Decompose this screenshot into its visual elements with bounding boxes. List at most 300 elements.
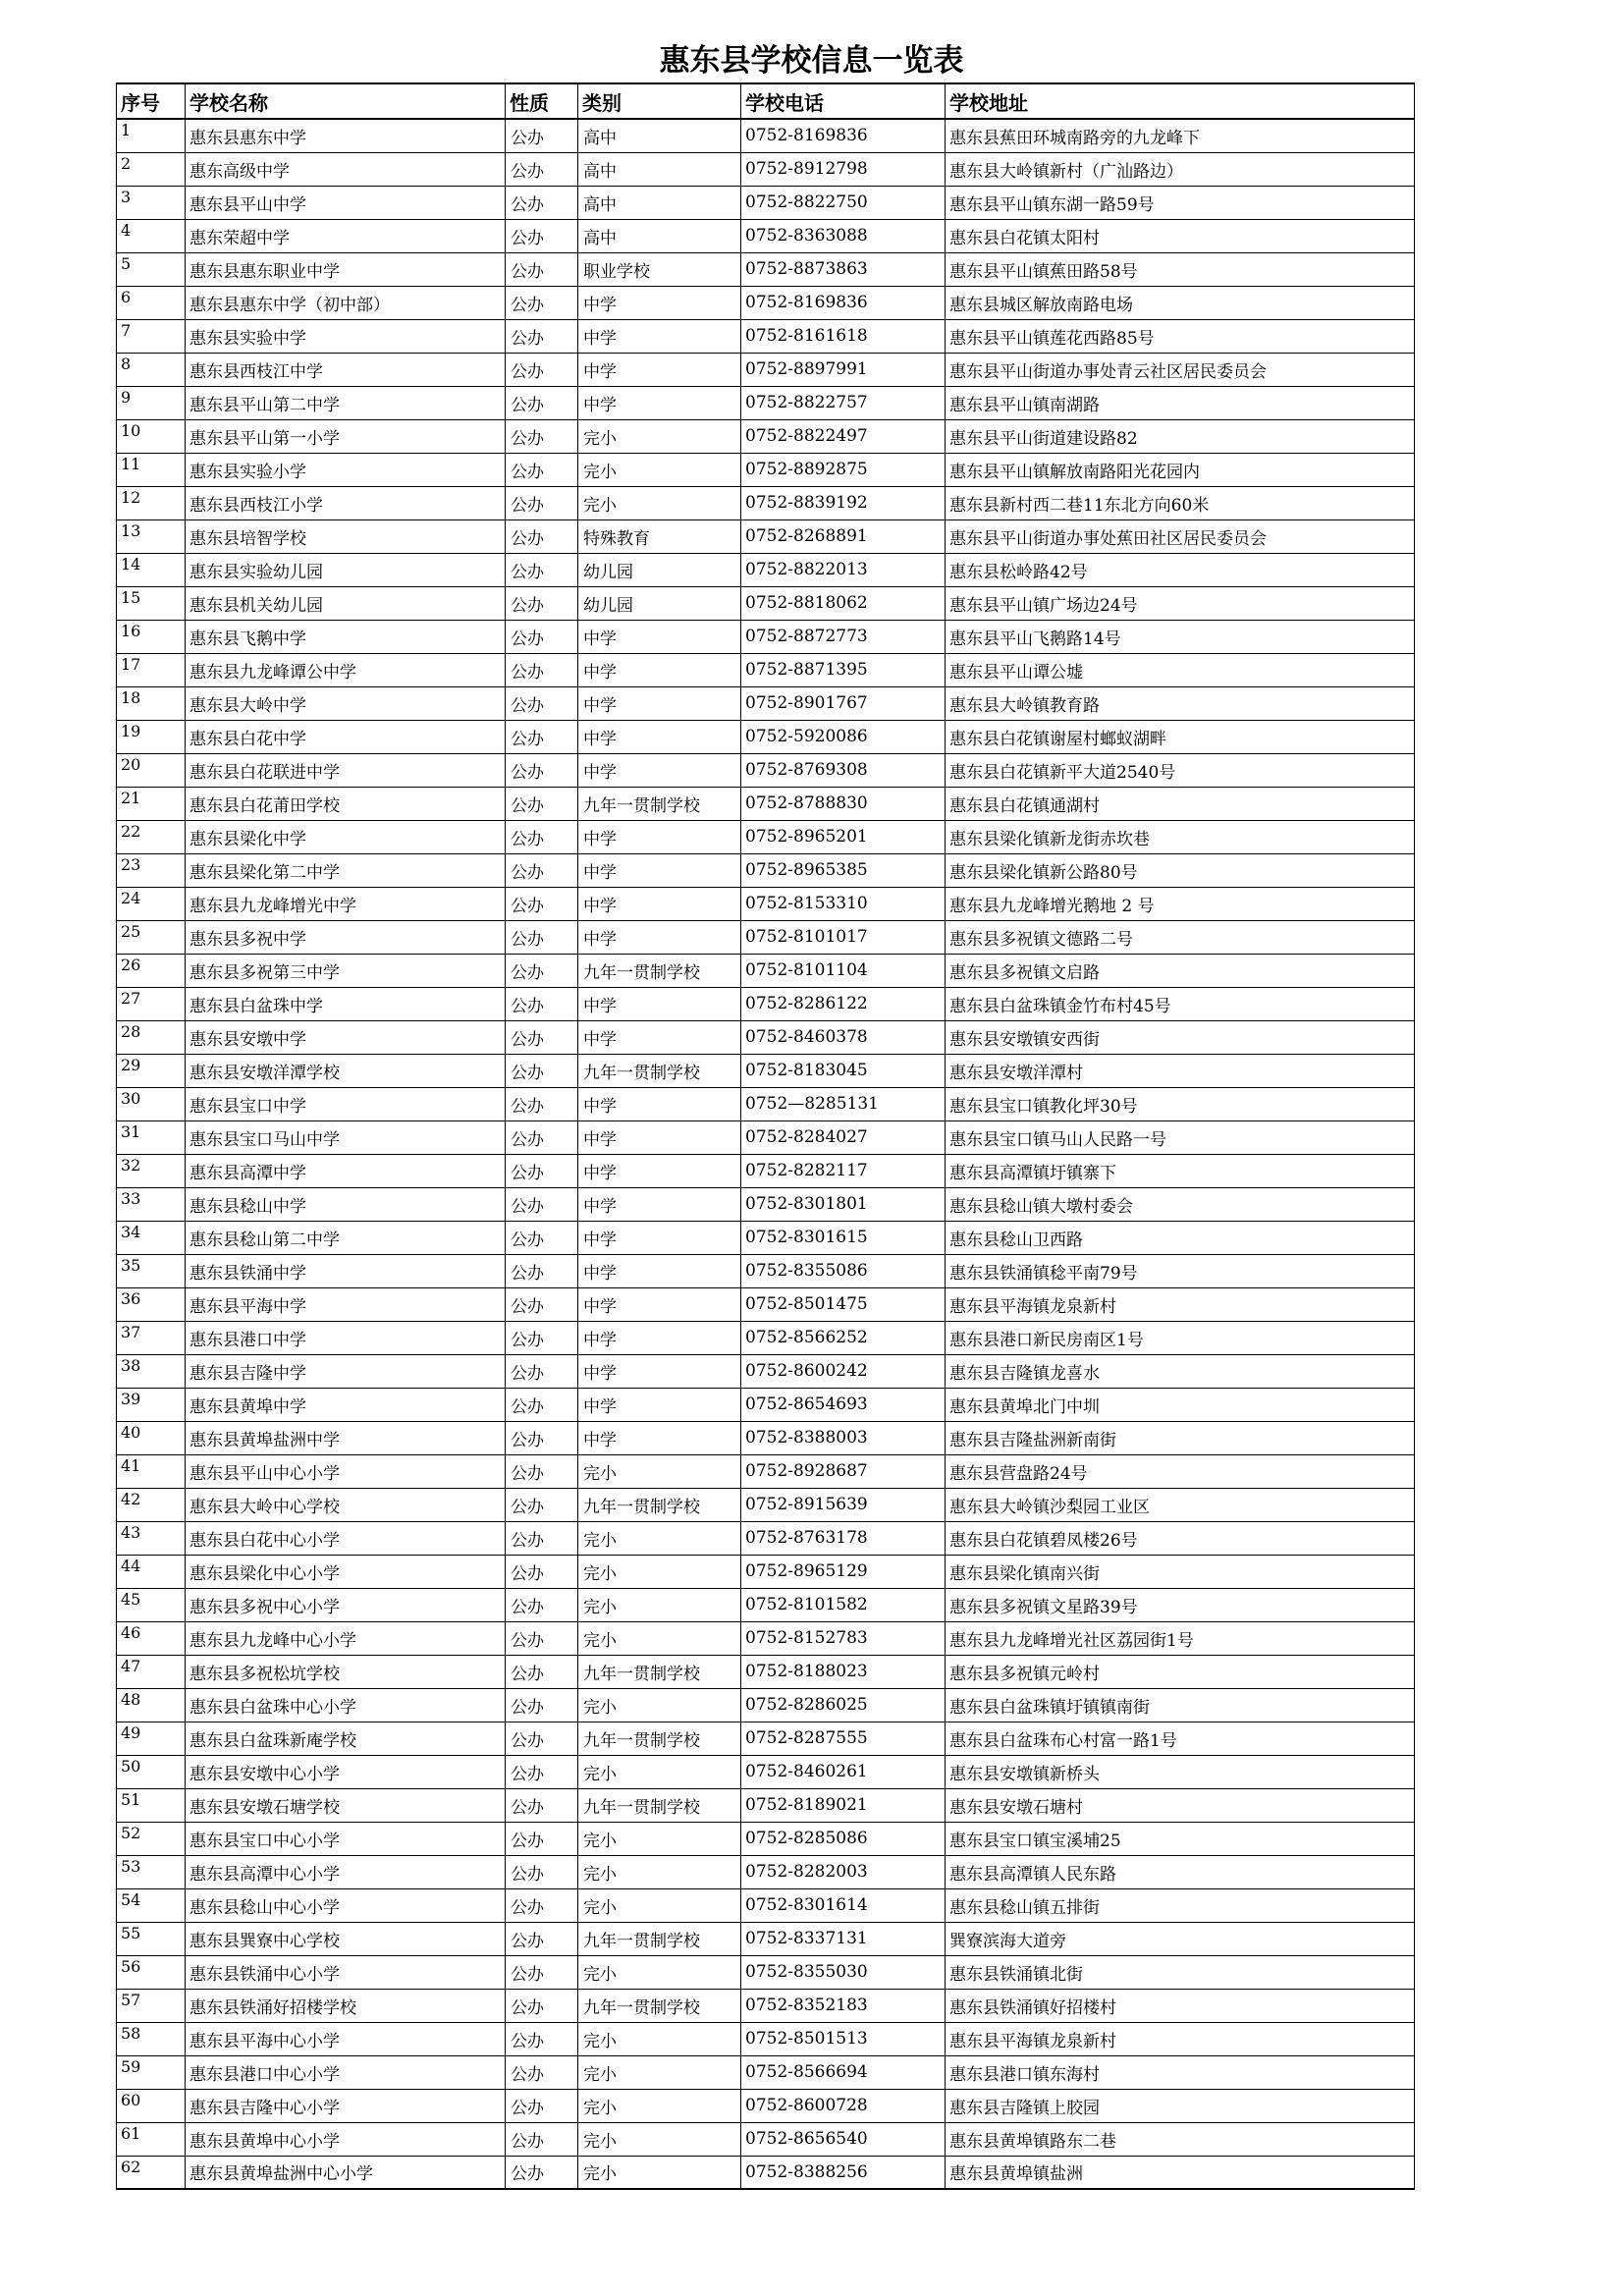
cell-phone: 0752-8566252 [741,1321,946,1354]
cell-nature: 公办 [506,553,578,586]
cell-address: 惠东县港口新民房南区1号 [946,1321,1415,1354]
cell-nature: 公办 [506,1755,578,1788]
header-num: 序号 [117,83,186,119]
header-nature: 性质 [506,83,578,119]
table-row [117,987,1415,1020]
cell-nature: 公办 [506,1955,578,1989]
cell-num: 1 [117,119,186,152]
cell-address: 惠东县新村西二巷11东北方向60米 [946,486,1415,519]
cell-num: 49 [117,1722,186,1755]
cell-nature: 公办 [506,653,578,686]
cell-nature: 公办 [506,1521,578,1555]
cell-nature: 公办 [506,753,578,787]
cell-address: 惠东县高潭镇圩镇寨下 [946,1154,1415,1187]
cell-phone: 0752-8822750 [741,186,946,219]
cell-type: 中学 [578,386,741,419]
cell-type: 完小 [578,1555,741,1588]
cell-nature: 公办 [506,1121,578,1154]
cell-address: 惠东县高潭镇人民东路 [946,1855,1415,1888]
cell-school-name: 惠东县惠东职业中学 [186,252,506,286]
table-row [117,686,1415,720]
cell-nature: 公办 [506,1287,578,1321]
table-row [117,620,1415,653]
cell-phone: 0752-8183045 [741,1054,946,1087]
cell-address: 惠东县宝口镇教化坪30号 [946,1087,1415,1121]
cell-address: 惠东县吉隆盐洲新南街 [946,1421,1415,1454]
cell-school-name: 惠东县铁涌好招楼学校 [186,1989,506,2022]
cell-nature: 公办 [506,1020,578,1054]
cell-num: 60 [117,2089,186,2122]
cell-school-name: 惠东县平山中学 [186,186,506,219]
cell-num: 59 [117,2055,186,2089]
cell-school-name: 惠东县惠东中学 [186,119,506,152]
cell-nature: 公办 [506,1187,578,1221]
cell-type: 九年一贯制学校 [578,1922,741,1955]
cell-num: 39 [117,1388,186,1421]
cell-num: 51 [117,1788,186,1822]
cell-type: 中学 [578,319,741,353]
cell-type: 中学 [578,720,741,753]
header-name: 学校名称 [186,83,506,119]
cell-type: 九年一贯制学校 [578,1488,741,1521]
cell-school-name: 惠东县白盆珠新庵学校 [186,1722,506,1755]
cell-school-name: 惠东县九龙峰中心小学 [186,1621,506,1655]
cell-phone: 0752-8460261 [741,1755,946,1788]
cell-type: 中学 [578,353,741,386]
cell-address: 惠东县白花镇太阳村 [946,219,1415,252]
cell-school-name: 惠东县白盆珠中学 [186,987,506,1020]
cell-address: 惠东县平山镇蕉田路58号 [946,252,1415,286]
cell-num: 21 [117,787,186,820]
cell-num: 22 [117,820,186,853]
table-row [117,920,1415,954]
cell-phone: 0752-8897991 [741,353,946,386]
cell-type: 完小 [578,1588,741,1621]
cell-type: 中学 [578,853,741,887]
cell-num: 38 [117,1354,186,1388]
cell-type: 中学 [578,1287,741,1321]
cell-nature: 公办 [506,1054,578,1087]
table-row [117,1254,1415,1287]
table-row [117,2156,1415,2189]
cell-address: 惠东县九龙峰增光鹅地 2 号 [946,887,1415,920]
cell-phone: 0752-8152783 [741,1621,946,1655]
cell-address: 惠东县铁涌镇好招楼村 [946,1989,1415,2022]
cell-school-name: 惠东县宝口中心小学 [186,1822,506,1855]
cell-num: 18 [117,686,186,720]
cell-address: 惠东县安墩洋潭村 [946,1054,1415,1087]
cell-type: 九年一贯制学校 [578,787,741,820]
cell-phone: 0752-8822757 [741,386,946,419]
table-row [117,1555,1415,1588]
table-row [117,486,1415,519]
cell-nature: 公办 [506,586,578,620]
cell-address: 惠东县安墩镇新桥头 [946,1755,1415,1788]
table-row [117,1922,1415,1955]
cell-phone: 0752-8872773 [741,620,946,653]
cell-school-name: 惠东县多祝松坑学校 [186,1655,506,1688]
cell-type: 完小 [578,2055,741,2089]
cell-phone: 0752-8654693 [741,1388,946,1421]
cell-nature: 公办 [506,1788,578,1822]
cell-type: 中学 [578,653,741,686]
cell-school-name: 惠东县安墩中学 [186,1020,506,1054]
cell-num: 26 [117,954,186,987]
cell-address: 惠东县平山镇解放南路阳光花园内 [946,453,1415,486]
cell-address: 惠东县蕉田环城南路旁的九龙峰下 [946,119,1415,152]
cell-type: 高中 [578,119,741,152]
cell-num: 32 [117,1154,186,1187]
cell-school-name: 惠东县平海中心小学 [186,2022,506,2055]
cell-phone: 0752-8912798 [741,152,946,186]
cell-num: 17 [117,653,186,686]
cell-school-name: 惠东县惠东中学（初中部） [186,286,506,319]
cell-school-name: 惠东县白花中学 [186,720,506,753]
cell-school-name: 惠东县飞鹅中学 [186,620,506,653]
table-row [117,1588,1415,1621]
cell-num: 34 [117,1221,186,1254]
table-row [117,954,1415,987]
table-row [117,1521,1415,1555]
cell-nature: 公办 [506,1454,578,1488]
table-row [117,1688,1415,1722]
cell-school-name: 惠东县安墩石塘学校 [186,1788,506,1822]
cell-type: 完小 [578,486,741,519]
cell-type: 完小 [578,2022,741,2055]
cell-school-name: 惠东县西枝江中学 [186,353,506,386]
cell-address: 惠东县九龙峰增光社区荔园街1号 [946,1621,1415,1655]
cell-nature: 公办 [506,386,578,419]
cell-num: 48 [117,1688,186,1722]
cell-type: 中学 [578,1388,741,1421]
cell-phone: 0752-8287555 [741,1722,946,1755]
cell-phone: 0752-8818062 [741,586,946,620]
cell-address: 惠东县铁涌镇北街 [946,1955,1415,1989]
cell-type: 中学 [578,987,741,1020]
cell-num: 33 [117,1187,186,1221]
cell-nature: 公办 [506,353,578,386]
table-row [117,1788,1415,1822]
cell-school-name: 惠东荣超中学 [186,219,506,252]
cell-nature: 公办 [506,419,578,453]
table-row [117,753,1415,787]
cell-address: 惠东县安墩石塘村 [946,1788,1415,1822]
cell-type: 中学 [578,1421,741,1454]
table-row [117,1421,1415,1454]
table-row [117,1221,1415,1254]
cell-type: 完小 [578,453,741,486]
cell-num: 58 [117,2022,186,2055]
cell-address: 惠东县宝口镇马山人民路一号 [946,1121,1415,1154]
cell-school-name: 惠东县高潭中学 [186,1154,506,1187]
cell-type: 中学 [578,920,741,954]
table-row [117,853,1415,887]
cell-school-name: 惠东高级中学 [186,152,506,186]
cell-nature: 公办 [506,1254,578,1287]
cell-num: 31 [117,1121,186,1154]
cell-phone: 0752-8286122 [741,987,946,1020]
cell-nature: 公办 [506,1588,578,1621]
cell-school-name: 惠东县黄埠中学 [186,1388,506,1421]
header-type: 类别 [578,83,741,119]
cell-address: 惠东县梁化镇新龙街赤坎巷 [946,820,1415,853]
cell-type: 中学 [578,1020,741,1054]
table-row [117,1454,1415,1488]
cell-type: 中学 [578,1221,741,1254]
table-row [117,1488,1415,1521]
cell-phone: 0752-5920086 [741,720,946,753]
cell-nature: 公办 [506,1555,578,1588]
cell-school-name: 惠东县梁化中学 [186,820,506,853]
table-row [117,453,1415,486]
cell-school-name: 惠东县白花中心小学 [186,1521,506,1555]
cell-nature: 公办 [506,787,578,820]
cell-num: 14 [117,553,186,586]
cell-type: 中学 [578,1154,741,1187]
cell-address: 惠东县吉隆镇龙喜水 [946,1354,1415,1388]
cell-type: 完小 [578,2156,741,2189]
cell-num: 45 [117,1588,186,1621]
cell-school-name: 惠东县稔山第二中学 [186,1221,506,1254]
table-row [117,1287,1415,1321]
table-row [117,1655,1415,1688]
cell-address: 惠东县多祝镇文星路39号 [946,1588,1415,1621]
cell-num: 53 [117,1855,186,1888]
cell-type: 完小 [578,1955,741,1989]
table-header-row [117,83,1415,119]
cell-school-name: 惠东县白盆珠中心小学 [186,1688,506,1722]
cell-nature: 公办 [506,1655,578,1688]
cell-phone: 0752-8337131 [741,1922,946,1955]
table-row [117,1154,1415,1187]
cell-school-name: 惠东县吉隆中心小学 [186,2089,506,2122]
cell-phone: 0752-8656540 [741,2122,946,2156]
table-row [117,1321,1415,1354]
cell-address: 惠东县白花镇新平大道2540号 [946,753,1415,787]
cell-type: 九年一贯制学校 [578,1788,741,1822]
cell-num: 50 [117,1755,186,1788]
cell-type: 中学 [578,686,741,720]
cell-phone: 0752-8892875 [741,453,946,486]
cell-school-name: 惠东县铁涌中学 [186,1254,506,1287]
cell-school-name: 惠东县平山中心小学 [186,1454,506,1488]
cell-num: 3 [117,186,186,219]
table-row [117,219,1415,252]
cell-nature: 公办 [506,2122,578,2156]
cell-phone: 0752-8965201 [741,820,946,853]
cell-address: 惠东县宝口镇宝溪埔25 [946,1822,1415,1855]
cell-nature: 公办 [506,486,578,519]
cell-nature: 公办 [506,152,578,186]
cell-nature: 公办 [506,1421,578,1454]
cell-address: 惠东县白花镇通湖村 [946,787,1415,820]
cell-type: 完小 [578,1822,741,1855]
cell-type: 中学 [578,620,741,653]
cell-phone: 0752-8501513 [741,2022,946,2055]
cell-school-name: 惠东县港口中心小学 [186,2055,506,2089]
cell-address: 惠东县梁化镇新公路80号 [946,853,1415,887]
cell-address: 惠东县黄埠镇路东二巷 [946,2122,1415,2156]
cell-num: 23 [117,853,186,887]
cell-phone: 0752-8301614 [741,1888,946,1922]
table-row [117,2122,1415,2156]
cell-num: 8 [117,353,186,386]
cell-school-name: 惠东县安墩中心小学 [186,1755,506,1788]
cell-school-name: 惠东县梁化中心小学 [186,1555,506,1588]
cell-num: 4 [117,219,186,252]
cell-type: 完小 [578,2122,741,2156]
cell-type: 中学 [578,1121,741,1154]
cell-num: 13 [117,519,186,553]
cell-type: 中学 [578,1354,741,1388]
cell-num: 11 [117,453,186,486]
cell-nature: 公办 [506,2055,578,2089]
cell-school-name: 惠东县稔山中学 [186,1187,506,1221]
cell-num: 2 [117,152,186,186]
table-row [117,720,1415,753]
cell-nature: 公办 [506,453,578,486]
cell-address: 惠东县铁涌镇稔平南79号 [946,1254,1415,1287]
table-row [117,1187,1415,1221]
cell-phone: 0752-8388003 [741,1421,946,1454]
cell-type: 中学 [578,887,741,920]
cell-num: 20 [117,753,186,787]
cell-nature: 公办 [506,954,578,987]
cell-type: 完小 [578,419,741,453]
cell-nature: 公办 [506,1822,578,1855]
cell-type: 九年一贯制学校 [578,954,741,987]
cell-address: 惠东县黄埠北门中圳 [946,1388,1415,1421]
cell-phone: 0752-8788830 [741,787,946,820]
table-body [117,119,1415,2189]
cell-nature: 公办 [506,987,578,1020]
table-row [117,586,1415,620]
cell-phone: 0752-8965129 [741,1555,946,1588]
cell-type: 中学 [578,1187,741,1221]
cell-address: 惠东县白花镇谢屋村螂蚁湖畔 [946,720,1415,753]
cell-nature: 公办 [506,1354,578,1388]
cell-phone: 0752-8600242 [741,1354,946,1388]
cell-nature: 公办 [506,286,578,319]
table-row [117,1888,1415,1922]
cell-phone: 0752-8388256 [741,2156,946,2189]
cell-num: 36 [117,1287,186,1321]
cell-num: 47 [117,1655,186,1688]
cell-phone: 0752-8101582 [741,1588,946,1621]
cell-school-name: 惠东县黄埠盐洲中心小学 [186,2156,506,2189]
cell-address: 惠东县白盆珠镇圩镇镇南街 [946,1688,1415,1722]
cell-phone: 0752-8268891 [741,519,946,553]
cell-school-name: 惠东县安墩洋潭学校 [186,1054,506,1087]
cell-address: 惠东县吉隆镇上胶园 [946,2089,1415,2122]
cell-phone: 0752—8285131 [741,1087,946,1121]
cell-nature: 公办 [506,319,578,353]
cell-school-name: 惠东县多祝第三中学 [186,954,506,987]
cell-type: 中学 [578,820,741,853]
cell-nature: 公办 [506,1388,578,1421]
table-row [117,653,1415,686]
table-row [117,2089,1415,2122]
cell-phone: 0752-8169836 [741,286,946,319]
cell-type: 完小 [578,1855,741,1888]
table-row [117,1621,1415,1655]
cell-phone: 0752-8873863 [741,252,946,286]
cell-type: 中学 [578,286,741,319]
cell-school-name: 惠东县港口中学 [186,1321,506,1354]
cell-num: 61 [117,2122,186,2156]
cell-phone: 0752-8301615 [741,1221,946,1254]
cell-address: 惠东县平山街道办事处青云社区居民委员会 [946,353,1415,386]
header-phone: 学校电话 [741,83,946,119]
cell-num: 46 [117,1621,186,1655]
cell-address: 惠东县白盆珠镇金竹布村45号 [946,987,1415,1020]
cell-phone: 0752-8965385 [741,853,946,887]
cell-nature: 公办 [506,252,578,286]
table-row [117,1354,1415,1388]
cell-address: 惠东县港口镇东海村 [946,2055,1415,2089]
cell-address: 惠东县平山镇广场边24号 [946,586,1415,620]
cell-school-name: 惠东县宝口中学 [186,1087,506,1121]
cell-phone: 0752-8566694 [741,2055,946,2089]
cell-school-name: 惠东县稔山中心小学 [186,1888,506,1922]
cell-school-name: 惠东县实验幼儿园 [186,553,506,586]
cell-num: 42 [117,1488,186,1521]
cell-nature: 公办 [506,219,578,252]
cell-school-name: 惠东县黄埠盐洲中学 [186,1421,506,1454]
cell-phone: 0752-8301801 [741,1187,946,1221]
cell-nature: 公办 [506,2089,578,2122]
table-row [117,152,1415,186]
school-info-table [116,82,1415,2190]
cell-school-name: 惠东县九龙峰谭公中学 [186,653,506,686]
cell-school-name: 惠东县黄埠中心小学 [186,2122,506,2156]
cell-phone: 0752-8822013 [741,553,946,586]
cell-address: 惠东县多祝镇元岭村 [946,1655,1415,1688]
cell-address: 惠东县黄埠镇盐洲 [946,2156,1415,2189]
cell-num: 9 [117,386,186,419]
cell-num: 25 [117,920,186,954]
table-row [117,353,1415,386]
cell-phone: 0752-8286025 [741,1688,946,1722]
cell-address: 惠东县大岭镇沙梨园工业区 [946,1488,1415,1521]
cell-num: 54 [117,1888,186,1922]
cell-address: 惠东县多祝镇文德路二号 [946,920,1415,954]
cell-phone: 0752-8915639 [741,1488,946,1521]
table-row [117,186,1415,219]
table-row [117,419,1415,453]
cell-num: 5 [117,252,186,286]
cell-phone: 0752-8284027 [741,1121,946,1154]
cell-address: 惠东县白盆珠布心村富一路1号 [946,1722,1415,1755]
cell-phone: 0752-8101104 [741,954,946,987]
cell-nature: 公办 [506,1989,578,2022]
table-row [117,386,1415,419]
cell-nature: 公办 [506,1688,578,1722]
cell-type: 完小 [578,1621,741,1655]
cell-phone: 0752-8352183 [741,1989,946,2022]
cell-num: 44 [117,1555,186,1588]
page-title: 惠东县学校信息一览表 [659,43,964,79]
cell-school-name: 惠东县高潭中心小学 [186,1855,506,1888]
table-row [117,519,1415,553]
cell-num: 7 [117,319,186,353]
cell-type: 高中 [578,186,741,219]
cell-type: 完小 [578,1521,741,1555]
cell-school-name: 惠东县培智学校 [186,519,506,553]
cell-nature: 公办 [506,1922,578,1955]
cell-nature: 公办 [506,186,578,219]
cell-school-name: 惠东县吉隆中学 [186,1354,506,1388]
